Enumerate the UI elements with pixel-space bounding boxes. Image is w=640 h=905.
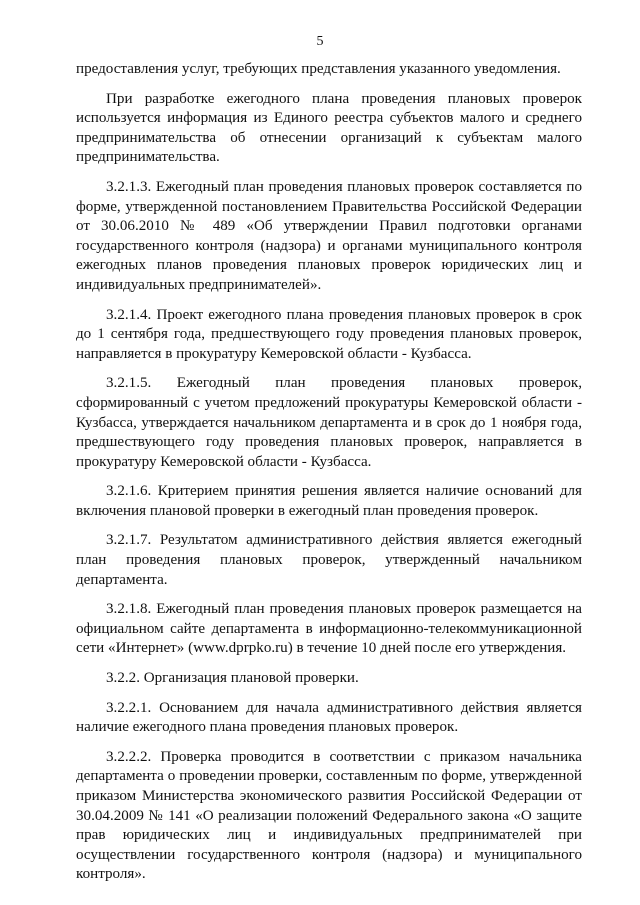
paragraph-3-2-1-3: 3.2.1.3. Ежегодный план проведения плановых проверок составляется по форме, утвержденной постановлением Правительства Российской Федерации от 30.06.2010 № 489 «Об утверждении Правил подготовки органами государственного контроля (надзора) и органами муниципального контроля ежегодных планов проведения плановых проверок юридических лиц и индивидуальных предпринимателей». [76,178,582,293]
paragraph-continuation: предоставления услуг, требующих представления указанного уведомления. [76,61,561,77]
paragraph-3-2-2-2: 3.2.2.2. Проверка проводится в соответствии с приказом начальника департамента о проведении проверки, составленным по форме, утвержденной приказом Министерства экономического развития Российской Федерации от 30.04.2009 № 141 «О реализации положений Федерального закона «О защите прав юридических лиц и индивидуальных предпринимателей при осуществлении государственного контроля (надзора) и муниципального контроля». [76,748,582,883]
paragraph-3-2-1-6: 3.2.1.6. Критерием принятия решения является наличие оснований для включения плановой проверки в ежегодный план проведения проверок. [76,483,582,519]
paragraph-3-2-2: 3.2.2. Организация плановой проверки. [106,670,359,687]
paragraph-3-2-1-7: 3.2.1.7. Результатом административного действия является ежегодный план проведения плановых проверок, утвержденный начальником департамента. [76,532,582,588]
paragraph-3-2-1-5: 3.2.1.5. Ежегодный план проведения плановых проверок, сформированный с учетом предложений прокуратуры Кемеровской области - Кузбасса, утверждается начальником департамента и в срок до 1 ноября года, предшествующего году проведения плановых проверок, направляется в прокуратуру Кемеровской области - Кузбасса. [76,375,582,470]
paragraph-registry-info: При разработке ежегодного плана проведения плановых проверок используется информация из Единого реестра субъектов малого и среднего предпринимательства об отнесении организаций к субъектам малого предпринимательства. [76,90,582,166]
document-body [76,60,582,895]
paragraph-3-2-2-1: 3.2.2.1. Основанием для начала административного действия является наличие ежегодного плана проведения плановых проверок. [76,699,582,736]
page-number: 5 [316,34,324,49]
paragraph-3-2-1-4: 3.2.1.4. Проект ежегодного плана проведения плановых проверок в срок до 1 сентября года, предшествующего году проведения плановых проверок, направляется в прокуратуру Кемеровской области - Кузбасса. [76,306,582,362]
paragraph-3-2-1-8: 3.2.1.8. Ежегодный план проведения плановых проверок размещается на официальном сайте департамента в информационно-телекоммуникационной сети «Интернет» (www.dprpko.ru) в течение 10 дней после его утверждения. [76,601,582,657]
